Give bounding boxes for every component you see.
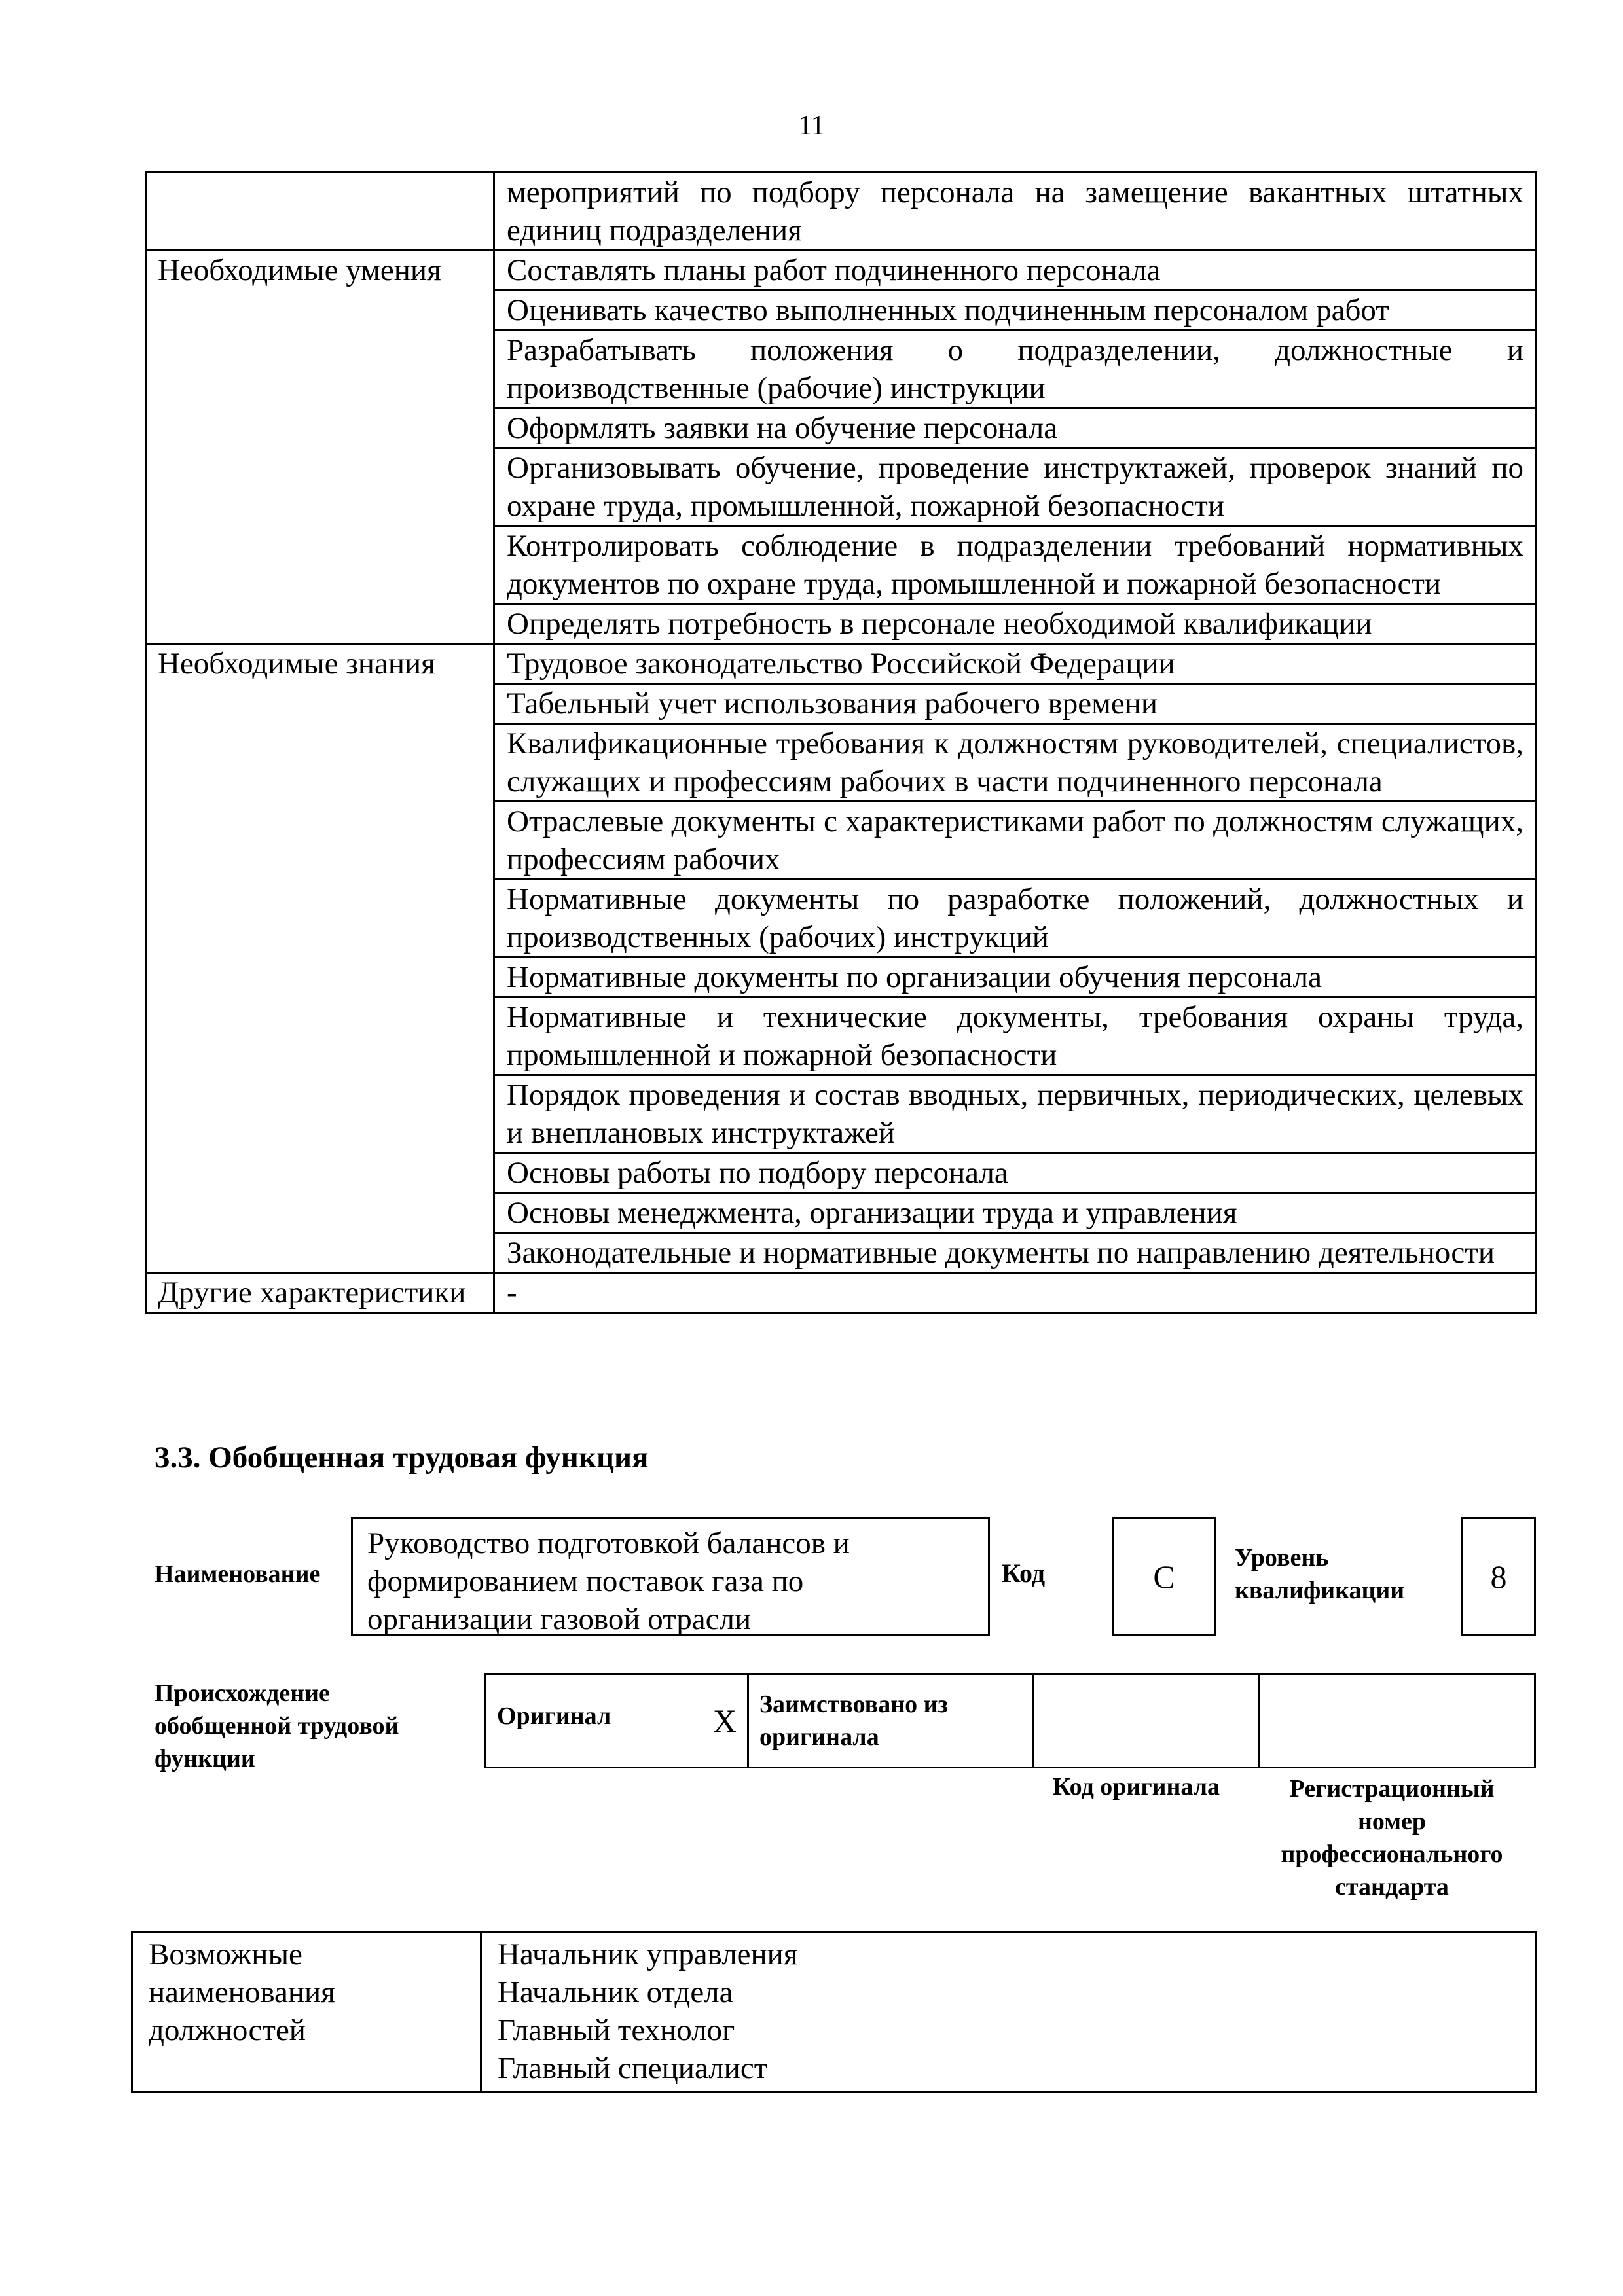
row-value: Оценивать качество выполненных подчиненным персоналом работ <box>494 291 1537 331</box>
origin-borrowed-cell <box>748 1674 1033 1768</box>
section-title: 3.3. Обобщенная трудовая функция <box>155 1441 649 1475</box>
table-row <box>147 251 1537 291</box>
list-item: Главный специалист <box>498 2051 768 2085</box>
row-value: Контролировать соблюдение в подразделении требований нормативных документов по охране труда, промышленной и пожарной безопасности <box>494 526 1537 604</box>
name-label: Наименование <box>155 1560 321 1588</box>
code-text: C <box>1153 1558 1175 1595</box>
code-label: Код <box>1002 1558 1046 1588</box>
list-item: Главный технолог <box>498 2013 735 2047</box>
requirements-table <box>145 171 1537 1314</box>
origin-original: Оригинал <box>497 1702 611 1730</box>
original-code-cell <box>1033 1674 1259 1768</box>
row-label <box>147 173 494 251</box>
row-value: Законодательные и нормативные документы по направлению деятельности <box>494 1233 1537 1273</box>
knowledge-label: Необходимые знания <box>147 644 494 1273</box>
positions-table <box>131 1931 1537 2093</box>
origin-label: Происхождение обобщенной трудовой функции <box>155 1679 399 1772</box>
caption-reg: Регистрационный номер профессионального стандарта <box>1281 1775 1503 1901</box>
row-value: Табельный учет использования рабочего времени <box>494 684 1537 724</box>
row-value: Составлять планы работ подчиненного персонала <box>494 251 1537 291</box>
row-value: Организовывать обучение, проведение инструктажей, проверок знаний по охране труда, промышленной, пожарной безопасности <box>494 448 1537 526</box>
row-value: Оформлять заявки на обучение персонала <box>494 408 1537 448</box>
skills-label: Необходимые умения <box>147 251 494 644</box>
origin-mark: X <box>712 1702 737 1739</box>
table-row <box>147 173 1537 251</box>
list-item: Начальник управления <box>498 1937 798 1971</box>
origin-original-cell <box>486 1674 748 1768</box>
caption-code: Код оригинала <box>1053 1773 1220 1801</box>
row-value: Основы менеджмента, организации труда и управления <box>494 1193 1537 1233</box>
name-value: Руководство подготовкой балансов и формированием поставок газа по организации газовой отрасли <box>351 1517 990 1636</box>
level-label: Уровень квалификации <box>1235 1544 1405 1604</box>
row-value: Определять потребность в персонале необходимой квалификации <box>494 604 1537 644</box>
row-value: Отраслевые документы с характеристиками работ по должностям служащих, профессиям рабочих <box>494 802 1537 880</box>
row-value: Разрабатывать положения о подразделении, должностные и производственные (рабочие) инструкции <box>494 331 1537 408</box>
row-value: Порядок проведения и состав вводных, первичных, периодических, целевых и внеплановых инструктажей <box>494 1075 1537 1153</box>
code-value <box>1112 1517 1216 1636</box>
positions-list <box>481 1932 1537 2092</box>
level-text: 8 <box>1490 1558 1507 1595</box>
registration-number-cell <box>1259 1674 1535 1768</box>
page-number: 11 <box>798 111 825 141</box>
level-value <box>1461 1517 1536 1636</box>
row-value: - <box>494 1273 1537 1313</box>
row-value: Трудовое законодательство Российской Федерации <box>494 644 1537 684</box>
positions-label: Возможные наименования должностей <box>132 1932 481 2092</box>
table-row <box>147 1273 1537 1313</box>
row-value: Нормативные и технические документы, требования охраны труда, промышленной и пожарной безопасности <box>494 997 1537 1075</box>
other-characteristics-label: Другие характеристики <box>147 1273 494 1313</box>
row-value: Основы работы по подбору персонала <box>494 1153 1537 1193</box>
list-item: Начальник отдела <box>498 1975 733 2009</box>
row-value: Квалификационные требования к должностям руководителей, специалистов, служащих и профессиям рабочих в части подчиненного персонала <box>494 724 1537 802</box>
row-value: Нормативные документы по разработке положений, должностных и производственных (рабочих) инструкций <box>494 880 1537 958</box>
origin-borrowed: Заимствовано из оригинала <box>759 1691 948 1751</box>
row-value: Нормативные документы по организации обучения персонала <box>494 958 1537 997</box>
table-row <box>147 644 1537 684</box>
row-value: мероприятий по подбору персонала на замещение вакантных штатных единиц подразделения <box>494 173 1537 251</box>
origin-table <box>484 1673 1536 1768</box>
